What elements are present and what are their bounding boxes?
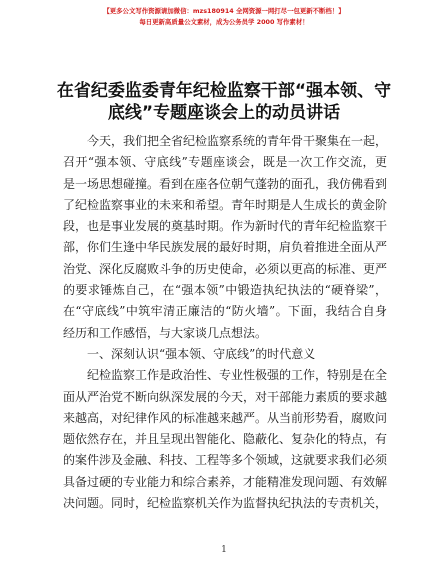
document-title-line-2: 底线”专题座谈会上的动员讲话	[107, 103, 341, 123]
document-title	[40, 80, 408, 124]
document-body	[63, 131, 387, 514]
paragraph-intro: 今天，我们把全省纪检监察系统的青年骨干聚集在一起，召开“强本领、守底线”专题座谈会，既是一次工作交流，更是一场思想碰撞。看到在座各位朝气蓬勃的面孔，我仿佛看到了纪检监察事业的未来和希望。青年时期是人生成长的黄金阶段，也是事业发展的奠基时期。作为新时代的青年纪检监察干部，你们生逢中华民族发展的最好时期，肩负着推进全面从严治党、深化反腐败斗争的历史使命，必须以更高的标准、更严的要求锤炼自己，在“强本领”中锻造执纪执法的“硬脊梁”，在“守底线”中筑牢清正廉洁的“防火墙”。下面，我结合自身经历和工作感悟，与大家谈几点想法。	[63, 134, 388, 340]
section-heading-1: 一、深刻认识“强本领、守底线”的时代意义	[87, 346, 316, 361]
paragraph-section-1: 纪检监察工作是政治性、专业性极强的工作，特别是在全面从严治党不断向纵深发展的今天，对干部能力素质的要求越来越高，对纪律作风的标准越来越严。从当前形势看，腐败问题依然存在，并且呈现出智能化、隐蔽化、复杂化的特点，有的案件涉及金融、科技、工程等多个领域，这就要求我们必须具备过硬的专业能力和综合素养，才能精准发现问题、有效解决问题。同时，纪检监察机关作为监督执纪执法的专责机关，	[63, 368, 388, 511]
promo-banner	[0, 6, 448, 28]
promo-banner-line-1: 【更多公文写作资源请加微信：mzs180914 全网资源一网打尽一包更新不断档！】	[103, 7, 345, 15]
promo-banner-line-2: 每日更新高质量公文素材，成为公务员学 2000 写作素材！	[139, 18, 309, 26]
page-number: 1	[221, 545, 227, 555]
document-title-line-1: 在省纪委监委青年纪检监察干部“强本领、守	[56, 81, 392, 101]
